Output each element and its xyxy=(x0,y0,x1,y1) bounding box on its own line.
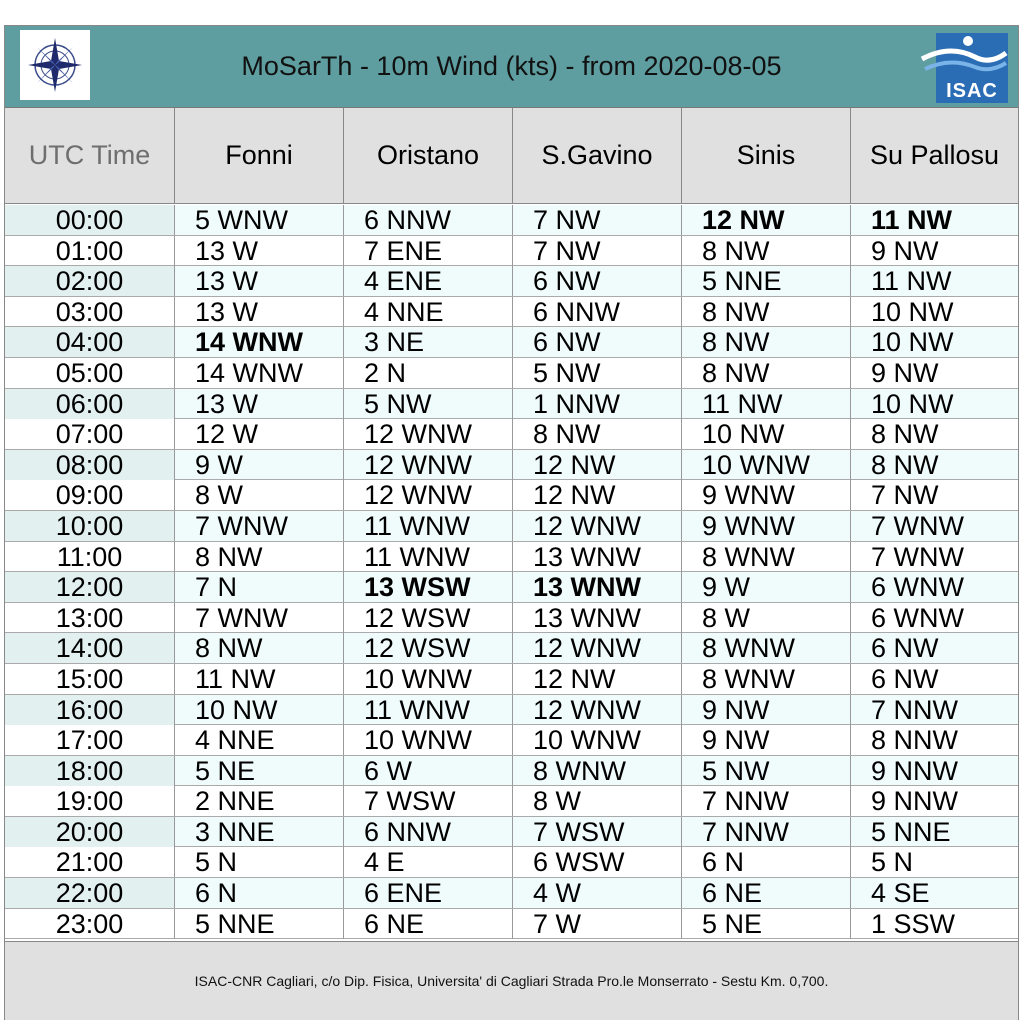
wind-value-cell: 7 W xyxy=(513,909,682,939)
wind-value-cell: 5 WNW xyxy=(175,205,344,235)
table-row xyxy=(5,511,1018,542)
utc-time-cell: 06:00 xyxy=(5,389,175,419)
utc-time-cell: 21:00 xyxy=(5,847,175,877)
utc-time-cell: 11:00 xyxy=(5,542,175,572)
wind-value-cell: 7 NW xyxy=(513,205,682,235)
utc-time-cell: 15:00 xyxy=(5,664,175,694)
column-header-oristano: Oristano xyxy=(344,108,513,203)
wind-value-cell: 13 WSW xyxy=(344,572,513,602)
table-row xyxy=(5,419,1018,450)
table-row xyxy=(5,236,1018,267)
wind-value-cell: 12 WNW xyxy=(344,419,513,449)
table-row xyxy=(5,725,1018,756)
wind-value-cell: 8 WNW xyxy=(682,542,851,572)
wind-value-cell: 11 NW xyxy=(871,205,953,235)
wind-value-cell: 5 NE xyxy=(682,909,851,939)
wind-value-cell: 6 NW xyxy=(871,633,939,664)
wind-value-cell: 9 WNW xyxy=(682,511,851,541)
wind-value-cell: 5 N xyxy=(175,847,344,877)
wind-value-cell: 13 WNW xyxy=(513,542,682,572)
wind-value-cell: 1 NNW xyxy=(513,389,682,419)
table-row xyxy=(5,389,1018,420)
wind-value-cell: 9 NW xyxy=(871,357,939,388)
wind-value-cell: 12 NW xyxy=(682,205,851,235)
wind-value-cell: 6 NNW xyxy=(344,205,513,235)
wind-value-cell: 8 NW xyxy=(871,419,939,450)
wind-value-cell: 12 WNW xyxy=(513,695,682,725)
wind-value-cell: 11 WNW xyxy=(344,695,513,725)
table-row xyxy=(5,909,1018,940)
table-row xyxy=(5,633,1018,664)
wind-value-cell: 11 NW xyxy=(175,664,344,694)
wind-value-cell: 3 NE xyxy=(344,327,513,357)
wind-value-cell: 4 W xyxy=(513,878,682,908)
wind-value-cell: 7 NNW xyxy=(682,817,851,847)
wind-value-cell: 4 ENE xyxy=(344,266,513,296)
utc-time-cell: 00:00 xyxy=(5,205,175,235)
wind-value-cell: 11 NW xyxy=(682,389,851,419)
wind-value-cell: 5 NW xyxy=(682,756,851,786)
wind-value-cell: 4 SE xyxy=(871,878,930,909)
table-row xyxy=(5,878,1018,909)
table-row xyxy=(5,297,1018,328)
wind-value-cell: 5 N xyxy=(871,847,914,878)
wind-value-cell: 8 NW xyxy=(682,297,851,327)
wind-value-cell: 5 NNE xyxy=(871,816,951,847)
wind-value-cell: 6 ENE xyxy=(344,878,513,908)
table-row xyxy=(5,542,1018,573)
utc-time-cell: 17:00 xyxy=(5,725,175,755)
wind-value-cell: 11 NW xyxy=(871,266,952,297)
utc-time-cell: 14:00 xyxy=(5,633,175,663)
wind-value-cell: 8 WNW xyxy=(682,664,851,694)
wind-value-cell: 6 W xyxy=(344,756,513,786)
wind-value-cell: 8 NW xyxy=(175,542,344,572)
wind-value-cell: 10 NW xyxy=(871,296,954,327)
wind-value-cell: 4 E xyxy=(344,847,513,877)
wind-value-cell: 6 WNW xyxy=(871,602,964,633)
wind-value-cell: 8 WNW xyxy=(513,756,682,786)
wind-value-cell: 8 W xyxy=(175,480,344,510)
utc-time-cell: 18:00 xyxy=(5,756,175,786)
wind-value-cell: 12 WNW xyxy=(344,480,513,510)
wind-value-cell: 9 W xyxy=(175,450,344,480)
table-row xyxy=(5,327,1018,358)
column-header-utc-time: UTC Time xyxy=(5,108,175,203)
wind-value-cell: 10 WNW xyxy=(344,725,513,755)
utc-time-cell: 23:00 xyxy=(5,909,175,939)
wind-value-cell: 9 NW xyxy=(871,235,939,266)
wind-value-cell: 8 NW xyxy=(175,633,344,663)
wind-value-cell: 12 WNW xyxy=(344,450,513,480)
utc-time-cell: 03:00 xyxy=(5,297,175,327)
wind-value-cell: 9 W xyxy=(682,572,851,602)
wind-table-body xyxy=(5,205,1018,939)
table-row xyxy=(5,572,1018,603)
wind-value-cell: 9 NNW xyxy=(871,786,958,817)
wind-value-cell: 12 NW xyxy=(513,480,682,510)
wind-value-cell: 6 NE xyxy=(344,909,513,939)
utc-time-cell: 05:00 xyxy=(5,358,175,388)
wind-value-cell: 7 WNW xyxy=(175,511,344,541)
wind-value-cell: 10 NW xyxy=(682,419,851,449)
wind-value-cell: 9 NW xyxy=(682,725,851,755)
wind-value-cell: 7 ENE xyxy=(344,236,513,266)
wind-value-cell: 7 WSW xyxy=(344,786,513,816)
wind-value-cell: 10 NW xyxy=(871,388,954,419)
wind-value-cell: 5 NE xyxy=(175,756,344,786)
wind-value-cell: 12 NW xyxy=(513,450,682,480)
utc-time-cell: 16:00 xyxy=(5,695,175,725)
wind-value-cell: 13 WNW xyxy=(513,572,682,602)
column-header-fonni: Fonni xyxy=(175,108,344,203)
wind-value-cell: 9 WNW xyxy=(682,480,851,510)
wind-value-cell: 8 NW xyxy=(682,358,851,388)
footer-address: ISAC-CNR Cagliari, c/o Dip. Fisica, Universita' di Cagliari Strada Pro.le Monserrato - Sestu Km. 0,700. xyxy=(194,973,829,989)
wind-value-cell: 6 WSW xyxy=(513,847,682,877)
wind-value-cell: 3 NNE xyxy=(175,817,344,847)
utc-time-cell: 09:00 xyxy=(5,480,175,510)
wind-value-cell: 10 NW xyxy=(175,695,344,725)
table-row xyxy=(5,664,1018,695)
wind-value-cell: 8 W xyxy=(513,786,682,816)
isac-logo-text: ISAC xyxy=(946,80,998,102)
wind-value-cell: 9 NNW xyxy=(871,755,958,786)
wind-value-cell: 8 W xyxy=(682,603,851,633)
wind-value-cell: 5 NNE xyxy=(175,909,344,939)
wind-value-cell: 12 WSW xyxy=(344,603,513,633)
utc-time-cell: 07:00 xyxy=(5,419,175,449)
wind-value-cell: 4 NNE xyxy=(175,725,344,755)
wind-value-cell: 4 NNE xyxy=(344,297,513,327)
wind-value-cell: 12 WSW xyxy=(344,633,513,663)
utc-time-cell: 12:00 xyxy=(5,572,175,602)
utc-time-cell: 19:00 xyxy=(5,786,175,816)
table-row xyxy=(5,205,1018,236)
wind-value-cell: 13 W xyxy=(175,389,344,419)
wind-value-cell: 7 NNW xyxy=(871,694,958,725)
wind-value-cell: 13 W xyxy=(175,297,344,327)
wind-value-cell: 8 NW xyxy=(682,327,851,357)
utc-time-cell: 22:00 xyxy=(5,878,175,908)
table-row xyxy=(5,756,1018,787)
wind-value-cell: 1 SSW xyxy=(871,908,956,939)
wind-value-cell: 13 W xyxy=(175,266,344,296)
column-header-s-gavino: S.Gavino xyxy=(513,108,682,203)
wind-value-cell: 2 NNE xyxy=(175,786,344,816)
wind-value-cell: 11 WNW xyxy=(344,511,513,541)
wind-value-cell: 13 WNW xyxy=(513,603,682,633)
table-row xyxy=(5,450,1018,481)
wind-value-cell: 7 WSW xyxy=(513,817,682,847)
wind-value-cell: 6 N xyxy=(175,878,344,908)
utc-time-cell: 02:00 xyxy=(5,266,175,296)
wind-value-cell: 12 WNW xyxy=(513,511,682,541)
page-title: MoSarTh - 10m Wind (kts) - from 2020-08-05 xyxy=(241,51,782,81)
header-bar xyxy=(5,26,1018,108)
wind-value-cell: 8 NW xyxy=(871,449,939,480)
header-divider xyxy=(5,203,1018,204)
wind-value-cell: 5 NW xyxy=(513,358,682,388)
utc-time-cell: 04:00 xyxy=(5,327,175,357)
wind-value-cell: 14 WNW xyxy=(175,358,344,388)
wind-value-cell: 9 NW xyxy=(682,695,851,725)
table-row xyxy=(5,695,1018,726)
table-row xyxy=(5,786,1018,817)
utc-time-cell: 10:00 xyxy=(5,511,175,541)
wind-value-cell: 6 NNW xyxy=(513,297,682,327)
utc-time-cell: 08:00 xyxy=(5,450,175,480)
wind-value-cell: 6 WNW xyxy=(871,572,964,603)
wind-value-cell: 11 WNW xyxy=(344,542,513,572)
compass-rose-logo xyxy=(20,30,90,100)
wind-value-cell: 10 NW xyxy=(871,327,954,358)
wind-value-cell: 7 WNW xyxy=(871,541,964,572)
footer-bar xyxy=(5,941,1018,1020)
column-header-sinis: Sinis xyxy=(682,108,851,203)
utc-time-cell: 13:00 xyxy=(5,603,175,633)
wind-value-cell: 12 WNW xyxy=(513,633,682,663)
wind-value-cell: 6 N xyxy=(682,847,851,877)
wind-value-cell: 8 NW xyxy=(513,419,682,449)
wind-value-cell: 6 NW xyxy=(513,327,682,357)
wind-value-cell: 13 W xyxy=(175,236,344,266)
wind-value-cell: 10 WNW xyxy=(344,664,513,694)
isac-logo xyxy=(920,29,1008,103)
table-row xyxy=(5,847,1018,878)
wind-value-cell: 7 WNW xyxy=(871,510,964,541)
column-header-su-pallosu: Su Pallosu xyxy=(851,108,1018,203)
wind-value-cell: 5 NW xyxy=(344,389,513,419)
wind-value-cell: 10 WNW xyxy=(682,450,851,480)
wind-value-cell: 6 NW xyxy=(513,266,682,296)
wind-value-cell: 6 NW xyxy=(871,663,939,694)
wind-value-cell: 7 NW xyxy=(871,480,939,511)
wind-value-cell: 8 WNW xyxy=(682,633,851,663)
table-row xyxy=(5,817,1018,848)
wind-value-cell: 12 W xyxy=(175,419,344,449)
wind-value-cell: 5 NNE xyxy=(682,266,851,296)
table-row xyxy=(5,480,1018,511)
wind-value-cell: 6 NNW xyxy=(344,817,513,847)
utc-time-cell: 20:00 xyxy=(5,817,175,847)
wind-value-cell: 10 WNW xyxy=(513,725,682,755)
wind-value-cell: 7 N xyxy=(175,572,344,602)
wind-value-cell: 12 NW xyxy=(513,664,682,694)
table-row xyxy=(5,358,1018,389)
wind-value-cell: 7 NW xyxy=(513,236,682,266)
wind-value-cell: 8 NW xyxy=(682,236,851,266)
wind-value-cell: 7 NNW xyxy=(682,786,851,816)
utc-time-cell: 01:00 xyxy=(5,236,175,266)
table-row xyxy=(5,266,1018,297)
wind-value-cell: 2 N xyxy=(344,358,513,388)
wind-value-cell: 6 NE xyxy=(682,878,851,908)
wind-value-cell: 14 WNW xyxy=(175,327,344,357)
wind-value-cell: 7 WNW xyxy=(175,603,344,633)
wind-value-cell: 8 NNW xyxy=(871,725,958,756)
table-row xyxy=(5,603,1018,634)
